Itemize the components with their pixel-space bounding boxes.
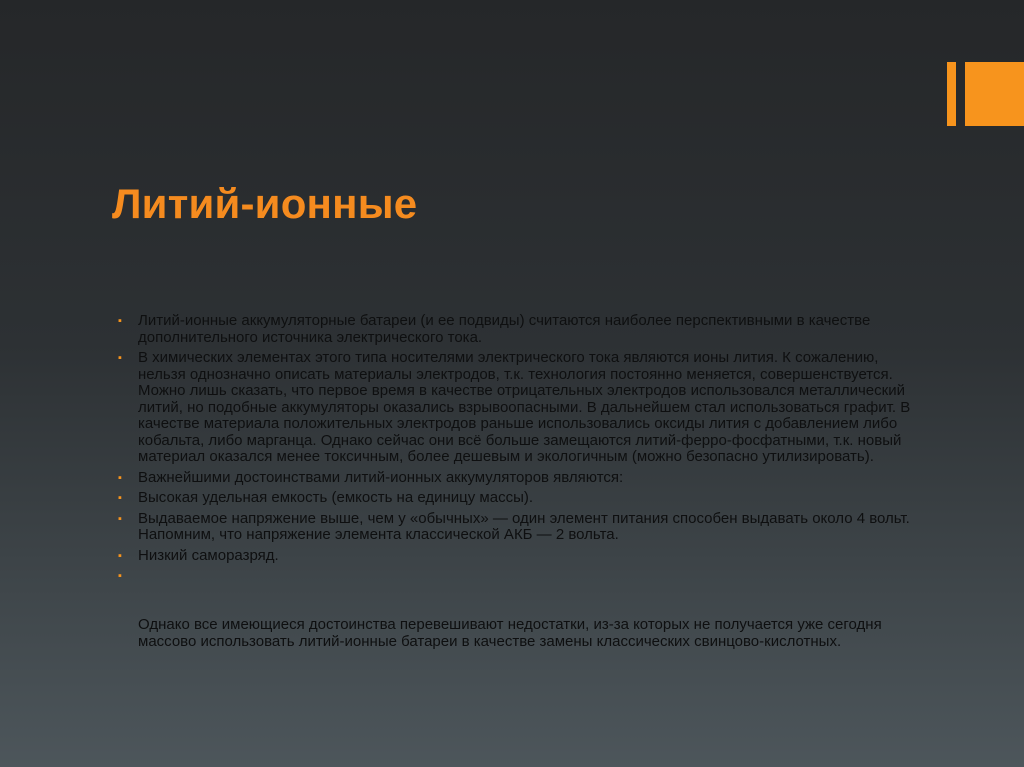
bullet-list bbox=[118, 313, 918, 584]
list-item-text: Выдаваемое напряжение выше, чем у «обычных» — один элемент питания способен выдавать около 4 вольт. Напомним, что напряжение элемента классической АКБ — 2 вольта. bbox=[138, 509, 910, 543]
list-item-text: Важнейшими достоинствами литий-ионных аккумуляторов являются: bbox=[138, 468, 624, 486]
bullet-square-icon: ▪ bbox=[118, 512, 122, 525]
list-item bbox=[118, 313, 918, 346]
list-item bbox=[118, 511, 918, 544]
list-item bbox=[118, 470, 918, 487]
closing-paragraph: Однако все имеющиеся достоинства перевешивают недостатки, из-за которых не получается уже сегодня массово использовать литий-ионные батареи в качестве замены классических свинцово-кислотных. bbox=[138, 616, 882, 650]
list-item-text: В химических элементах этого типа носителями электрического тока являются ионы лития. К сожалению, нельзя однозначно описать материалы электродов, т.к. технология постоянно меняется, совершенствуется. Можно лишь сказать, что первое время в качестве отрицательных электродов использовался металлический литий, но подобные аккумуляторы оказались взрывоопасными. В дальнейшем стал использоваться графит. В качестве материала положительных электродов раньше использовались оксиды лития с добавлением либо кобальта, либо марганца. Однако сейчас они всё больше замещаются литий-ферро-фосфатными, т.к. новый материал оказался менее токсичным, более дешевым и экологичным (можно безопасно утилизировать). bbox=[138, 349, 911, 465]
bullet-square-icon: ▪ bbox=[118, 549, 122, 562]
bullet-square-icon: ▪ bbox=[118, 315, 122, 327]
bullet-square-icon: ▪ bbox=[118, 352, 122, 364]
list-item-text: Высокая удельная емкость (емкость на единицу массы). bbox=[138, 489, 534, 506]
list-item-empty bbox=[118, 568, 918, 584]
list-item-text: Низкий саморазряд. bbox=[138, 546, 279, 564]
bullet-square-icon: ▪ bbox=[118, 570, 122, 582]
slide-title: Литий-ионные bbox=[112, 180, 418, 227]
list-item-text: Литий-ионные аккумуляторные батареи (и ее подвиды) считаются наиболее перспективными в качестве дополнительного источника электрического тока. bbox=[138, 312, 871, 346]
list-item bbox=[118, 350, 918, 466]
list-item bbox=[118, 548, 918, 565]
accent-bar-thin bbox=[947, 62, 956, 126]
bullet-square-icon: ▪ bbox=[118, 492, 122, 504]
bullet-square-icon: ▪ bbox=[118, 471, 122, 484]
list-item bbox=[118, 490, 918, 507]
accent-bar-block bbox=[965, 62, 1024, 126]
